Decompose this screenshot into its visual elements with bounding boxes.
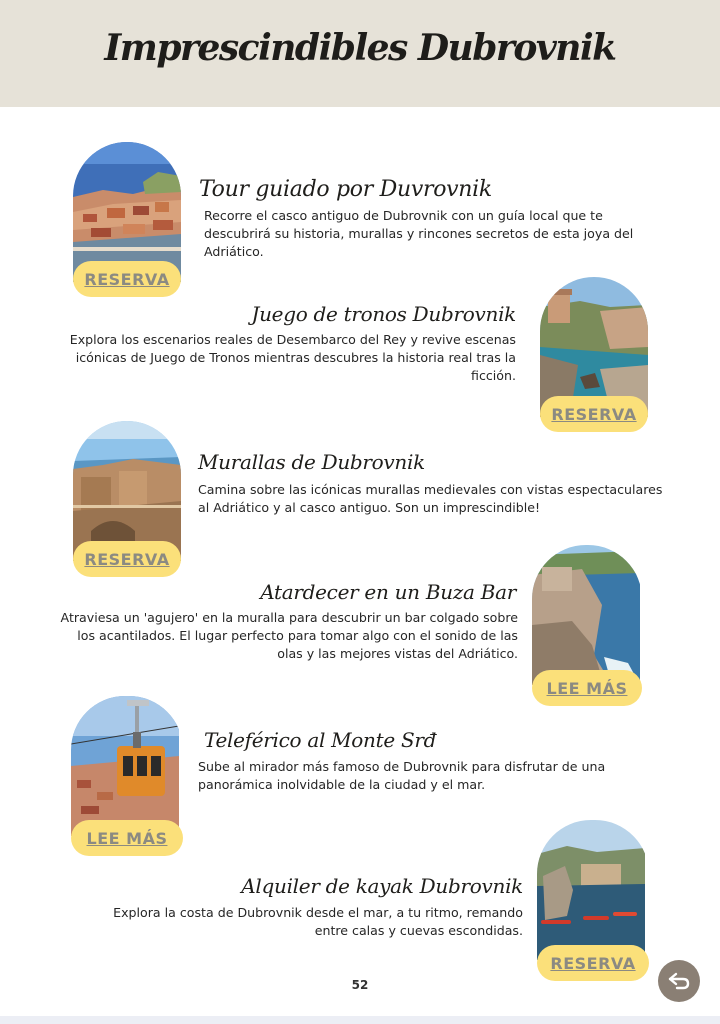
page-title: Imprescindibles Dubrovnik <box>104 27 616 69</box>
activity-title-tour: Tour guiado por Duvrovnik <box>199 177 492 202</box>
activity-description-buza: Atraviesa un 'agujero' en la muralla para descubrir un bar colgado sobre los acantilados. El lugar perfecto para tomar algo con el sonido de las olas y las mejores vistas del Adriático. <box>60 610 518 661</box>
cable-car-photo <box>71 696 183 836</box>
return-arrow-icon[interactable] <box>658 960 700 1002</box>
city-walls-photo <box>73 421 181 561</box>
cliff-bar-photo <box>532 545 642 685</box>
reserve-button-thrones[interactable]: RESERVA <box>540 396 648 432</box>
page-number: 52 <box>351 978 369 992</box>
activity-description-cablecar: Sube al mirador más famoso de Dubrovnik para disfrutar de una panorámica inolvidable de la ciudad y el mar. <box>198 759 606 792</box>
bottom-strip <box>0 1016 720 1024</box>
read-more-button-buza[interactable]: LEE MÁS <box>532 670 642 706</box>
activity-title-cablecar: Teleférico al Monte Srđ <box>204 728 437 752</box>
activity-description-thrones: Explora los escenarios reales de Desembarco del Rey y revive escenas icónicas de Juego de Tronos mientras descubres la historia real tras la ficción. <box>69 332 516 383</box>
reserve-button-kayak[interactable]: RESERVA <box>537 945 649 981</box>
activity-title-thrones: Juego de tronos Dubrovnik <box>251 302 516 326</box>
activity-description-kayak: Explora la costa de Dubrovnik desde el mar, a tu ritmo, remando entre calas y cuevas escondidas. <box>113 905 523 938</box>
activity-description-tour: Recorre el casco antiguo de Dubrovnik con un guía local que te descubrirá su historia, murallas y rincones secretos de esta joya del Adriático. <box>204 208 634 259</box>
activity-title-kayak: Alquiler de kayak Dubrovnik <box>241 874 523 898</box>
activity-title-walls: Murallas de Dubrovnik <box>198 450 425 474</box>
reserve-button-tour[interactable]: RESERVA <box>73 261 181 297</box>
reserve-button-walls[interactable]: RESERVA <box>73 541 181 577</box>
read-more-button-cablecar[interactable]: LEE MÁS <box>71 820 183 856</box>
activity-title-buza: Atardecer en un Buza Bar <box>260 580 516 604</box>
activity-description-walls: Camina sobre las icónicas murallas medievales con vistas espectaculares al Adriático y al casco antiguo. Son un imprescindible! <box>198 482 663 515</box>
kayak-photo <box>537 820 649 960</box>
page-header <box>0 0 720 107</box>
